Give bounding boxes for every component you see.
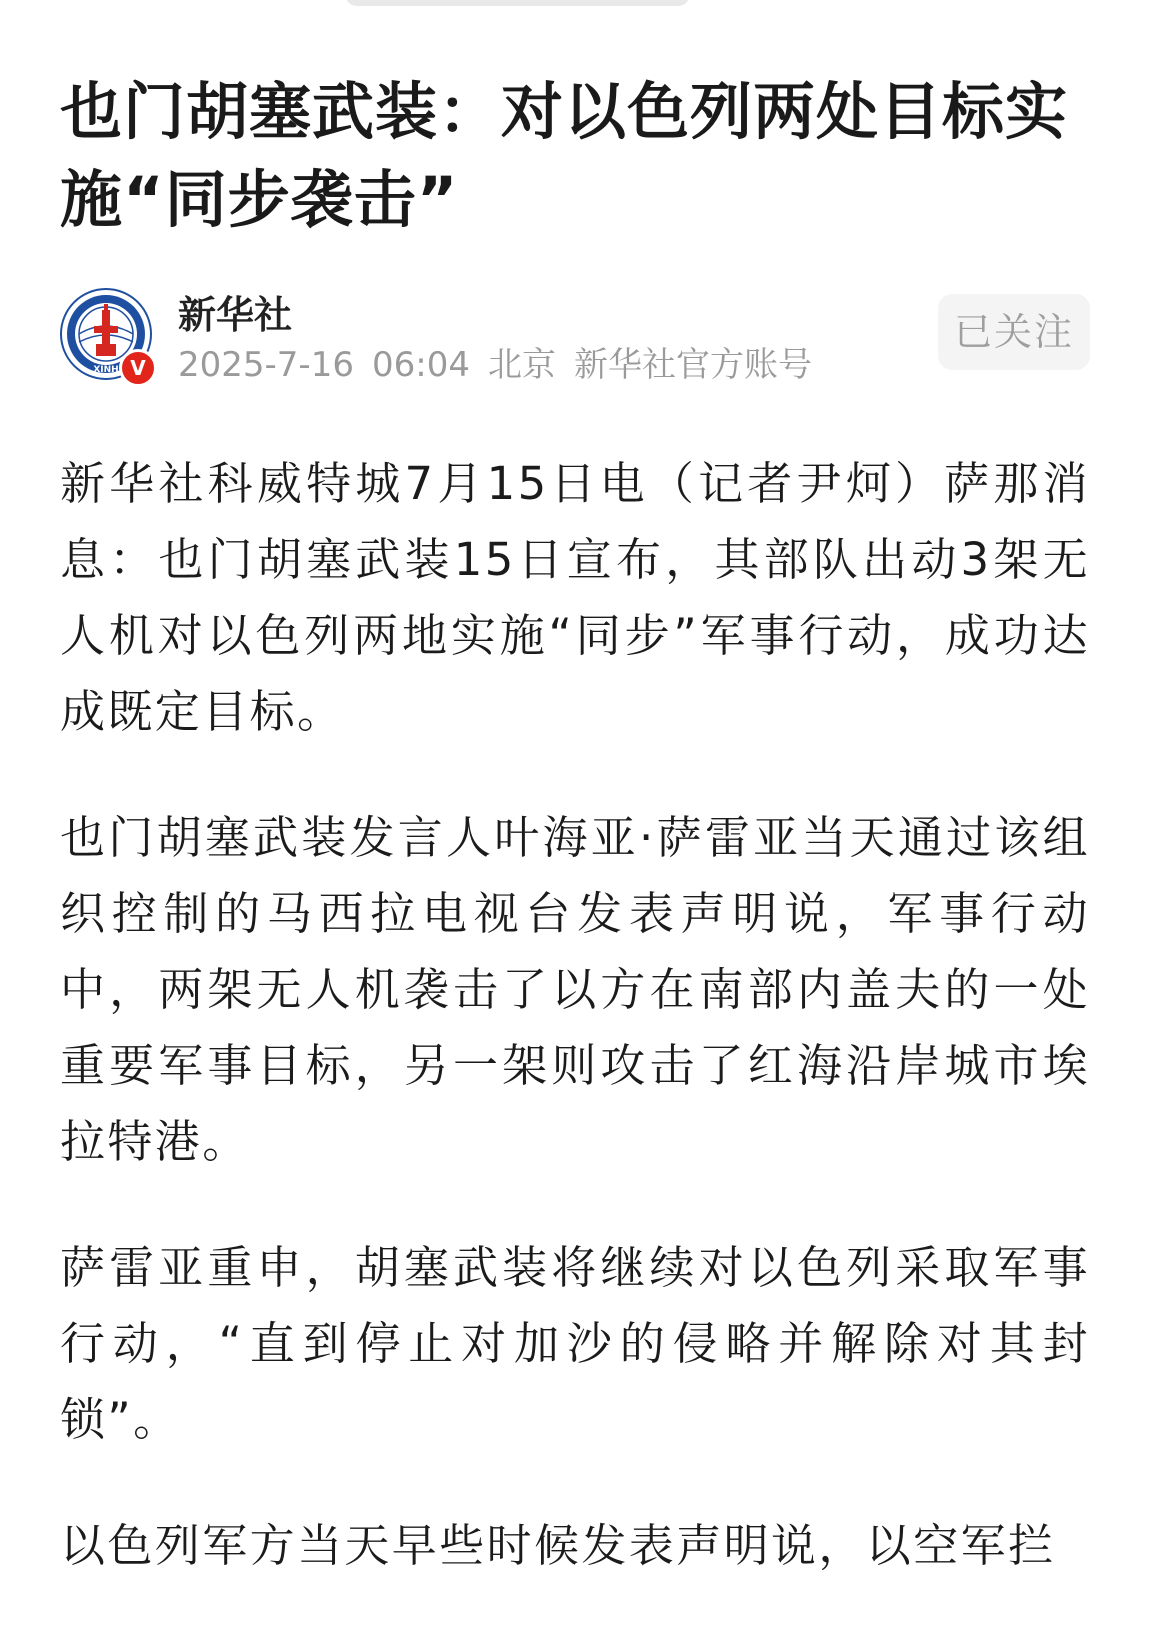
svg-text:XINH: XINH [93, 365, 119, 375]
article-paragraph: 也门胡塞武装发言人叶海亚·萨雷亚当天通过该组织控制的马西拉电视台发表声明说，军事行动中，两架无人机袭击了以方在南部内盖夫的一处重要军事目标，另一架则攻击了红海沿岸城市埃拉特港。 [60, 811, 1090, 1168]
account-type: 新华社官方账号 [573, 345, 812, 385]
article-title: 也门胡塞武装：对以色列两处目标实施“同步袭击” [60, 75, 1069, 236]
article-body [60, 446, 1090, 1634]
author-row [60, 288, 1090, 388]
top-drag-handle [345, 0, 690, 6]
publish-date: 2025-7-16 [178, 345, 354, 385]
article-meta [178, 344, 830, 386]
author-avatar[interactable] [60, 288, 152, 380]
publish-time: 06:04 [371, 345, 470, 385]
follow-button[interactable]: 已关注 [938, 294, 1090, 370]
publish-location: 北京 [487, 345, 556, 385]
verified-v-icon: V [119, 349, 157, 387]
article-paragraph: 新华社科威特城7月15日电（记者尹炣）萨那消息：也门胡塞武装15日宣布，其部队出动3架无人机对以色列两地实施“同步”军事行动，成功达成既定目标。 [60, 457, 1090, 738]
author-name[interactable]: 新华社 [178, 293, 293, 337]
article-paragraph: 萨雷亚重申，胡塞武装将继续对以色列采取军事行动，“直到停止对加沙的侵略并解除对其封锁”。 [60, 1241, 1090, 1446]
article-paragraph: 以色列军方当天早些时候发表声明说，以空军拦 [60, 1519, 1056, 1572]
